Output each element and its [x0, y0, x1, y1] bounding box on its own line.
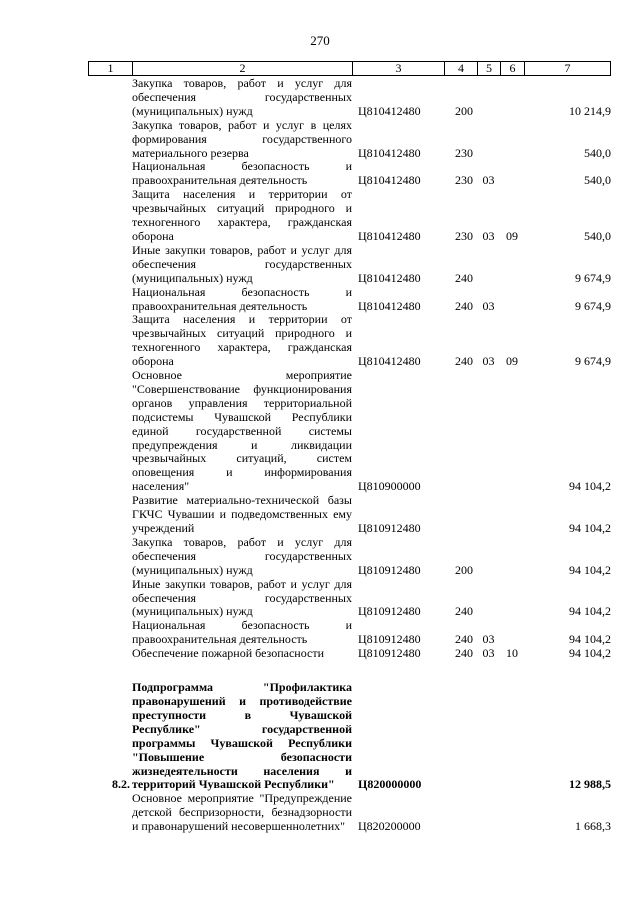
item-name: Закупка товаров, работ и услуг для обеспечения государственных (муниципальных) нужд	[132, 534, 352, 577]
amount: 540,0	[584, 145, 611, 160]
expense-type-code: 240	[455, 270, 473, 285]
target-article-code: Ц810412480	[358, 145, 421, 160]
amount: 94 104,2	[569, 632, 611, 647]
amount: 94 104,2	[569, 479, 611, 494]
row-number: 8.2.	[112, 777, 130, 792]
item-name: Защита населения и территории от чрезвычайных ситуаций природного и техногенного характера, гражданская оборона	[132, 187, 352, 243]
amount: 94 104,2	[569, 562, 611, 577]
column-header: 7	[525, 62, 611, 76]
target-article-code: Ц810412480	[358, 103, 421, 118]
amount: 94 104,2	[569, 521, 611, 535]
item-name: Иные закупки товаров, работ и услуг для обеспечения государственных (муниципальных) нужд	[132, 576, 352, 619]
item-name: Подпрограмма "Профилактика правонарушений и противодействие преступности в Чувашской Республике" государственной программы Чувашской Республики "Повышение безопасности жизнедеятельности населения и территорий Чувашской Республики"	[132, 680, 352, 792]
table-row	[88, 494, 611, 536]
item-name: Иные закупки товаров, работ и услуг для обеспечения государственных (муниципальных) нужд	[132, 242, 352, 285]
amount: 94 104,2	[569, 604, 611, 619]
expense-type-code: 240	[455, 604, 473, 619]
table-row	[88, 647, 611, 661]
item-name: Национальная безопасность и правоохранительная деятельность	[132, 159, 352, 188]
table-row	[88, 313, 611, 369]
item-name: Основное мероприятие "Предупреждение детской беспризорности, безнадзорности и правонарушений несовершеннолетних"	[132, 791, 352, 834]
expense-type-code: 230	[455, 173, 473, 188]
section-spacer	[88, 661, 611, 681]
target-article-code: Ц820200000	[358, 819, 421, 834]
item-name: Развитие материально-технической базы ГКЧС Чувашии и подведомственных ему учреждений	[132, 493, 352, 535]
column-header-table	[88, 61, 611, 76]
target-article-code: Ц810912480	[358, 604, 421, 619]
target-article-code: Ц810412480	[358, 354, 421, 369]
target-article-code: Ц810412480	[358, 228, 421, 243]
target-article-code: Ц810912480	[358, 646, 421, 661]
target-article-code: Ц810412480	[358, 270, 421, 285]
column-header: 2	[133, 62, 353, 76]
table-row	[88, 188, 611, 244]
table-row	[88, 536, 611, 578]
expense-type-code: 200	[455, 562, 473, 577]
section-code: 03	[482, 298, 495, 313]
section-code: 03	[482, 228, 495, 243]
target-article-code: Ц810900000	[358, 479, 421, 494]
table-row	[88, 619, 611, 647]
expense-type-code: 230	[455, 228, 473, 243]
table-row	[88, 119, 611, 161]
item-name: Основное мероприятие "Совершенствование функционирования органов управления территориальной подсистемы Чувашской Республики единой государственной системы предупреждения и ликвидации чрезвычайных ситуаций, систем оповещения и информирования населения"	[132, 368, 352, 494]
subsection-code: 09	[506, 354, 518, 369]
expense-type-code: 230	[455, 145, 473, 160]
expense-type-code: 240	[455, 646, 473, 661]
item-name: Обеспечение пожарной безопасности	[132, 646, 325, 661]
table-row	[88, 286, 611, 314]
table-row	[88, 160, 611, 188]
amount: 1 668,3	[575, 819, 611, 834]
table-row	[88, 77, 611, 119]
section-code: 03	[482, 173, 495, 188]
table-row	[88, 369, 611, 494]
section-code: 03	[482, 646, 495, 661]
item-name: Национальная безопасность и правоохранительная деятельность	[132, 618, 352, 647]
page-number: 270	[310, 33, 330, 48]
column-header: 5	[478, 62, 501, 76]
item-name: Национальная безопасность и правоохранительная деятельность	[132, 284, 352, 313]
item-name: Закупка товаров, работ и услуг в целях формирования государственного материального резерва	[132, 117, 352, 160]
section-code: 03	[482, 354, 495, 369]
amount: 10 214,9	[569, 103, 611, 118]
target-article-code: Ц810912480	[358, 521, 421, 535]
subsection-code: 09	[506, 228, 518, 243]
amount: 9 674,9	[575, 270, 611, 285]
amount: 12 988,5	[569, 777, 611, 792]
expense-type-code: 240	[455, 298, 473, 313]
column-header: 4	[445, 62, 478, 76]
target-article-code: Ц810412480	[358, 173, 421, 188]
item-name: Защита населения и территории от чрезвычайных ситуаций природного и техногенного характера, гражданская оборона	[132, 312, 352, 369]
target-article-code: Ц810912480	[358, 562, 421, 577]
expense-type-code: 240	[455, 632, 473, 647]
item-name: Закупка товаров, работ и услуг для обеспечения государственных (муниципальных) нужд	[132, 76, 352, 118]
amount: 94 104,2	[569, 646, 611, 661]
subsection-code: 10	[506, 646, 518, 661]
section-code: 03	[482, 632, 495, 647]
target-article-code: Ц810912480	[358, 632, 421, 647]
budget-table-body	[88, 77, 611, 834]
amount: 9 674,9	[575, 298, 611, 313]
table-row	[88, 681, 611, 792]
amount: 540,0	[584, 228, 611, 243]
table-row	[88, 244, 611, 286]
column-header: 1	[89, 62, 133, 76]
expense-type-code: 200	[455, 103, 473, 118]
column-header: 3	[353, 62, 445, 76]
table-row	[88, 578, 611, 620]
amount: 9 674,9	[575, 354, 611, 369]
amount: 540,0	[584, 173, 611, 188]
column-header: 6	[501, 62, 525, 76]
column-header-row	[89, 62, 611, 76]
expense-type-code: 240	[455, 354, 473, 369]
table-row	[88, 792, 611, 834]
target-article-code: Ц810412480	[358, 298, 421, 313]
target-article-code: Ц820000000	[358, 777, 422, 792]
